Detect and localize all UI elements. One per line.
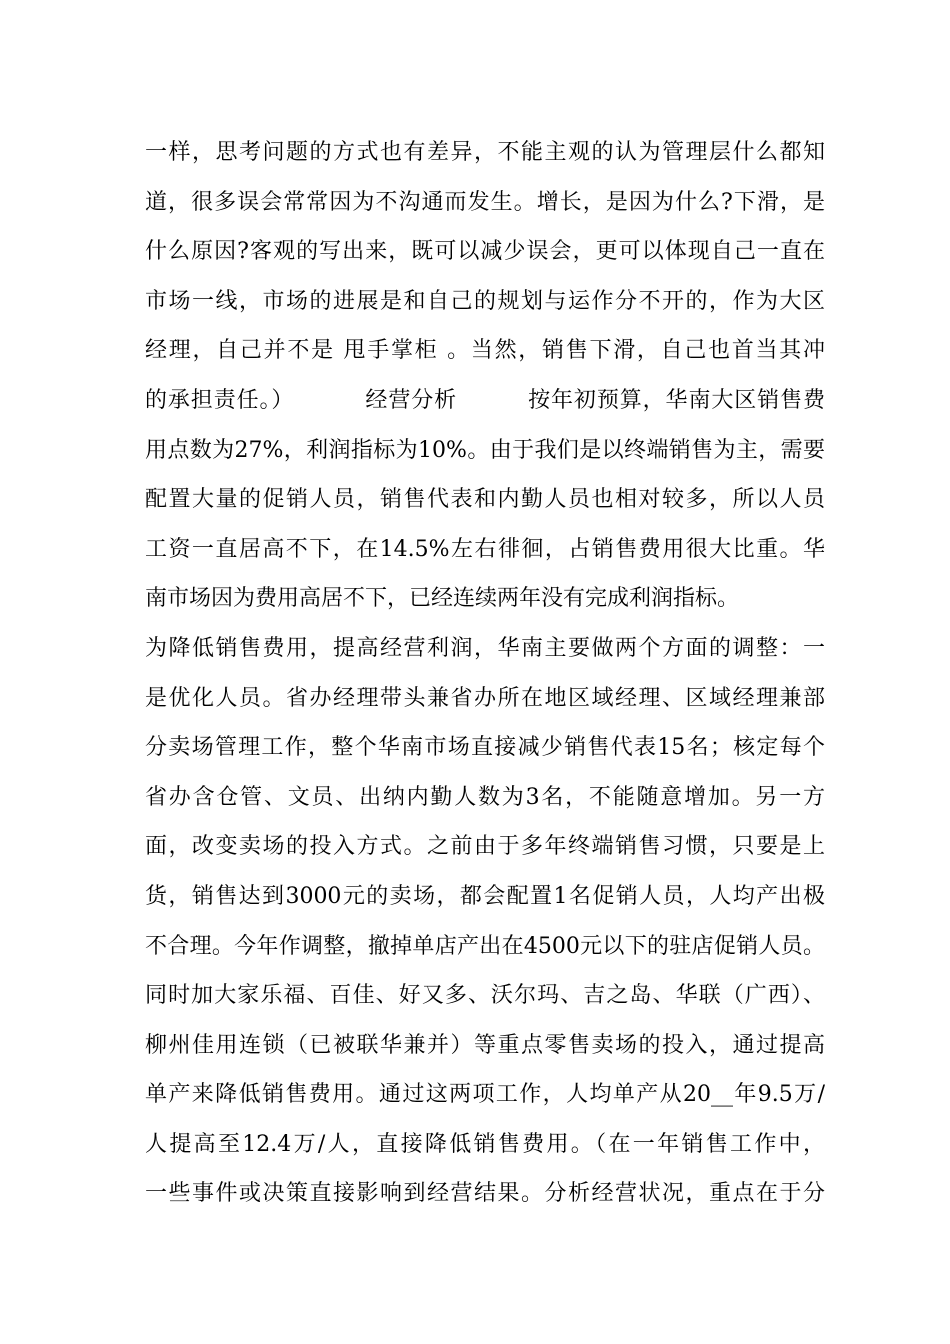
text-line: 一样，思考问题的方式也有差异，不能主观的认为管理层什么都知 xyxy=(145,140,825,165)
text-line: 单产来降低销售费用。通过这两项工作，人均单产从20__年9.5万/ xyxy=(145,1082,825,1108)
text-line: 面，改变卖场的投入方式。之前由于多年终端销售习惯，只要是上 xyxy=(145,834,825,860)
text-line: 的承担责任。） 经营分析 按年初预算，华南大区销售费 xyxy=(145,387,825,413)
text-line: 是优化人员。省办经理带头兼省办所在地区域经理、区域经理兼部 xyxy=(145,685,825,711)
text-line: 人提高至12.4万/人，直接降低销售费用。（在一年销售工作中， xyxy=(145,1131,825,1157)
text-line: 一些事件或决策直接影响到经营结果。分析经营状况，重点在于分 xyxy=(145,1181,825,1207)
text-line: 南市场因为费用高居不下，已经连续两年没有完成利润指标。 xyxy=(145,586,740,612)
text-line: 同时加大家乐福、百佳、好又多、沃尔玛、吉之岛、华联（广西）、 xyxy=(145,983,825,1009)
text-line: 什么原因?客观的写出来，既可以减少误会，更可以体现自己一直在 xyxy=(145,239,825,265)
text-line: 道，很多误会常常因为不沟通而发生。增长，是因为什么?下滑，是 xyxy=(145,189,825,215)
text-line: 不合理。今年作调整，撤掉单店产出在4500元以下的驻店促销人员。 xyxy=(145,933,825,959)
body-text xyxy=(145,128,825,1219)
text-line: 用点数为27%，利润指标为10%。由于我们是以终端销售为主，需要 xyxy=(145,437,825,463)
text-line: 为降低销售费用，提高经营利润，华南主要做两个方面的调整：一 xyxy=(145,635,825,661)
text-line: 省办含仓管、文员、出纳内勤人数为3名，不能随意增加。另一方 xyxy=(145,784,825,810)
text-line: 经理，自己并不是 甩手掌柜 。当然，销售下滑，自己也首当其冲 xyxy=(145,338,825,364)
text-line: 工资一直居高不下，在14.5%左右徘徊，占销售费用很大比重。华 xyxy=(145,536,825,562)
text-line: 货，销售达到3000元的卖场，都会配置1名促销人员，人均产出极 xyxy=(145,883,825,909)
text-line: 市场一线，市场的进展是和自己的规划与运作分不开的，作为大区 xyxy=(145,288,825,314)
text-line: 柳州佳用连锁（已被联华兼并）等重点零售卖场的投入，通过提高 xyxy=(145,1032,825,1058)
text-line: 分卖场管理工作，整个华南市场直接减少销售代表15名；核定每个 xyxy=(145,735,825,761)
text-line: 配置大量的促销人员，销售代表和内勤人员也相对较多，所以人员 xyxy=(145,487,825,513)
